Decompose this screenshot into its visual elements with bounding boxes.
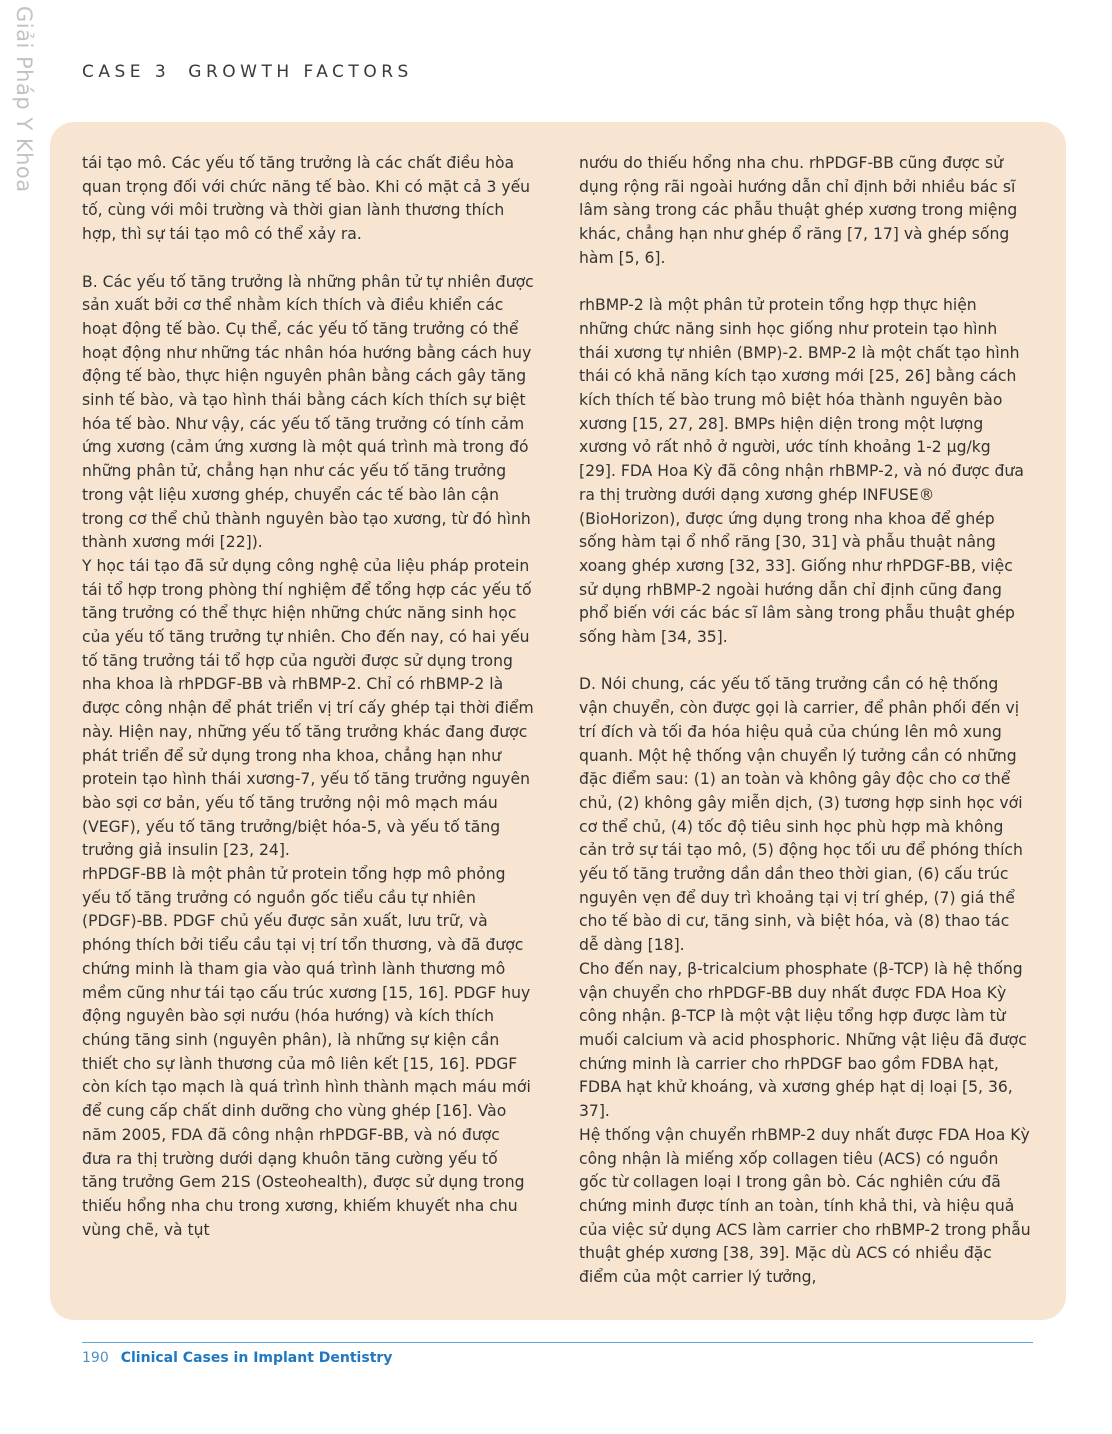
paragraph: tái tạo mô. Các yếu tố tăng trưởng là các chất điều hòa quan trọng đối với chức năng tế bào. Khi có mặt cả 3 yếu tố, cùng với môi trường và thời gian lành thương thích hợp, thì sự tái tạo mô có thể xảy ra. (82, 154, 531, 244)
left-column (82, 152, 534, 1242)
footer-divider (82, 1342, 1033, 1343)
page-footer (82, 1350, 392, 1366)
paragraph: D. Nói chung, các yếu tố tăng trưởng cần có hệ thống vận chuyển, còn được gọi là carrier, để phân phối đến vị trí đích và tối đa hóa hiệu quả của chúng lên mô xung quanh. Một hệ thống vận chuyển lý tưởng cần có những đặc điểm sau: (1) an toàn và không gây độc cho cơ thể chủ, (2) không gây miễn dịch, (3) tương hợp sinh học với cơ thể chủ, (4) tốc độ tiêu sinh học phù hợp mà không cản trở sự tái tạo mô, (5) động học tối ưu để phóng thích yếu tố tăng trưởng dần dần theo thời gian, (6) cấu trúc nguyên vẹn để duy trì khoảng tại vị trí ghép, (7) giá thể cho tế bào di cư, tăng sinh, và biệt hóa, và (8) thao tác dễ dàng [18]. (579, 675, 1023, 955)
right-column (579, 152, 1031, 1290)
chapter-title: GROWTH FACTORS (188, 62, 413, 82)
paragraph: Hệ thống vận chuyển rhBMP-2 duy nhất được FDA Hoa Kỳ công nhận là miếng xốp collagen tiêu (ACS) có nguồn gốc từ collagen loại I trong gân bò. Các nghiên cứu đã chứng minh được tính an toàn, tính khả thi, và hiệu quả của việc sử dụng ACS làm carrier cho rhBMP-2 trong phẫu thuật ghép xương [38, 39]. Mặc dù ACS có nhiều đặc điểm của một carrier lý tưởng, (579, 1125, 1031, 1287)
page-number: 190 (82, 1350, 109, 1366)
case-label: CASE 3 (82, 62, 171, 82)
paragraph: rhBMP-2 là một phân tử protein tổng hợp thực hiện những chức năng sinh học giống như protein tạo hình thái xương tự nhiên (BMP)-2. BMP-2 là một chất tạo hình thái có khả năng kích tạo xương mới [25, 26] bằng cách kích thích tế bào trung mô biệt hóa thành nguyên bào xương [15, 27, 28]. BMPs hiện diện trong một lượng xương vỏ rất nhỏ ở người, ước tính khoảng 1-2 µg/kg [29]. FDA Hoa Kỳ đã công nhận rhBMP-2, và nó được đưa ra thị trường dưới dạng xương ghép INFUSE® (BioHorizon), được ứng dụng trong nha khoa để ghép sống hàm tại ổ nhổ răng [30, 31] và phẫu thuật nâng xoang ghép xương [32, 33]. Giống như rhPDGF-BB, việc sử dụng rhBMP-2 ngoài hướng dẫn chỉ định cũng đang phổ biến với các bác sĩ lâm sàng trong phẫu thuật ghép sống hàm [34, 35]. (579, 296, 1024, 647)
paragraph: Cho đến nay, β-tricalcium phosphate (β-TCP) là hệ thống vận chuyển cho rhPDGF-BB duy nhất được FDA Hoa Kỳ công nhận. β-TCP là một vật liệu tổng hợp được làm từ muối calcium và acid phosphoric. Những vật liệu đã được chứng minh là carrier cho rhPDGF bao gồm FDBA hạt, FDBA hạt khử khoáng, và xương ghép hạt dị loại [5, 36, 37]. (579, 959, 1027, 1121)
running-header (82, 62, 413, 82)
paragraph: rhPDGF-BB là một phân tử protein tổng hợp mô phỏng yếu tố tăng trưởng có nguồn gốc tiểu cầu tự nhiên (PDGF)-BB. PDGF chủ yếu được sản xuất, lưu trữ, và phóng thích bởi tiểu cầu tại vị trí tổn thương, và đã được chứng minh là tham gia vào quá trình lành thương mô mềm cũng như tái tạo cấu trúc xương [15, 16]. PDGF huy động nguyên bào sợi nướu (hóa hướng) và kích thích chúng tăng sinh (nguyên phân), là những sự kiện cần thiết cho sự lành thương của mô liên kết [15, 16]. PDGF còn kích tạo mạch là quá trình hình thành mạch máu mới để cung cấp chất dinh dưỡng cho vùng ghép [16]. Vào năm 2005, FDA đã công nhận rhPDGF-BB, và nó được đưa ra thị trường dưới dạng khuôn tăng cường yếu tố tăng trưởng Gem 21S (Osteohealth), được sử dụng trong thiếu hổng nha chu trong xương, khiếm khuyết nha chu vùng chẽ, và tụt (82, 865, 531, 1239)
watermark-brand: Giải Pháp Y Khoa (12, 6, 36, 193)
paragraph: B. Các yếu tố tăng trưởng là những phân tử tự nhiên được sản xuất bởi cơ thể nhằm kích thích và điều khiển các hoạt động tế bào. Cụ thể, các yếu tố tăng trưởng có thể hoạt động như những tác nhân hóa hướng bằng cách huy động tế bào, thực hiện nguyên phân bằng cách gây tăng sinh tế bào, và tạo hình thái bằng cách kích thích sự biệt hóa tế bào. Như vậy, các yếu tố tăng trưởng có tính cảm ứng xương (cảm ứng xương là một quá trình mà trong đó những phân tử, chẳng hạn như các yếu tố tăng trưởng trong vật liệu xương ghép, chuyển các tế bào lân cận trong cơ thể chủ thành nguyên bào tạo xương, từ đó hình thành xương mới [22]). (82, 272, 534, 552)
paragraph: nướu do thiếu hổng nha chu. rhPDGF-BB cũng được sử dụng rộng rãi ngoài hướng dẫn chỉ định bởi nhiều bác sĩ lâm sàng trong các phẫu thuật ghép xương trong miệng khác, chẳng hạn như ghép ổ răng [7, 17] và ghép sống hàm [5, 6]. (579, 154, 1018, 267)
book-title: Clinical Cases in Implant Dentistry (120, 1350, 393, 1366)
paragraph: Y học tái tạo đã sử dụng công nghệ của liệu pháp protein tái tổ hợp trong phòng thí nghiệm để tổng hợp các yếu tố tăng trưởng có thể thực hiện những chức năng sinh học của yếu tố tăng trưởng tự nhiên. Cho đến nay, có hai yếu tố tăng trưởng tái tổ hợp của người được sử dụng trong nha khoa là rhPDGF-BB và rhBMP-2. Chỉ có rhBMP-2 là được công nhận để phát triển vị trí cấy ghép tại thời điểm này. Hiện nay, những yếu tố tăng trưởng khác đang được phát triển để sử dụng trong nha khoa, chẳng hạn như protein tạo hình thái xương-7, yếu tố tăng trưởng nguyên bào sợi cơ bản, yếu tố tăng trưởng nội mô mạch máu (VEGF), yếu tố tăng trưởng/biệt hóa-5, và yếu tố tăng trưởng giả insulin [23, 24]. (82, 556, 534, 860)
